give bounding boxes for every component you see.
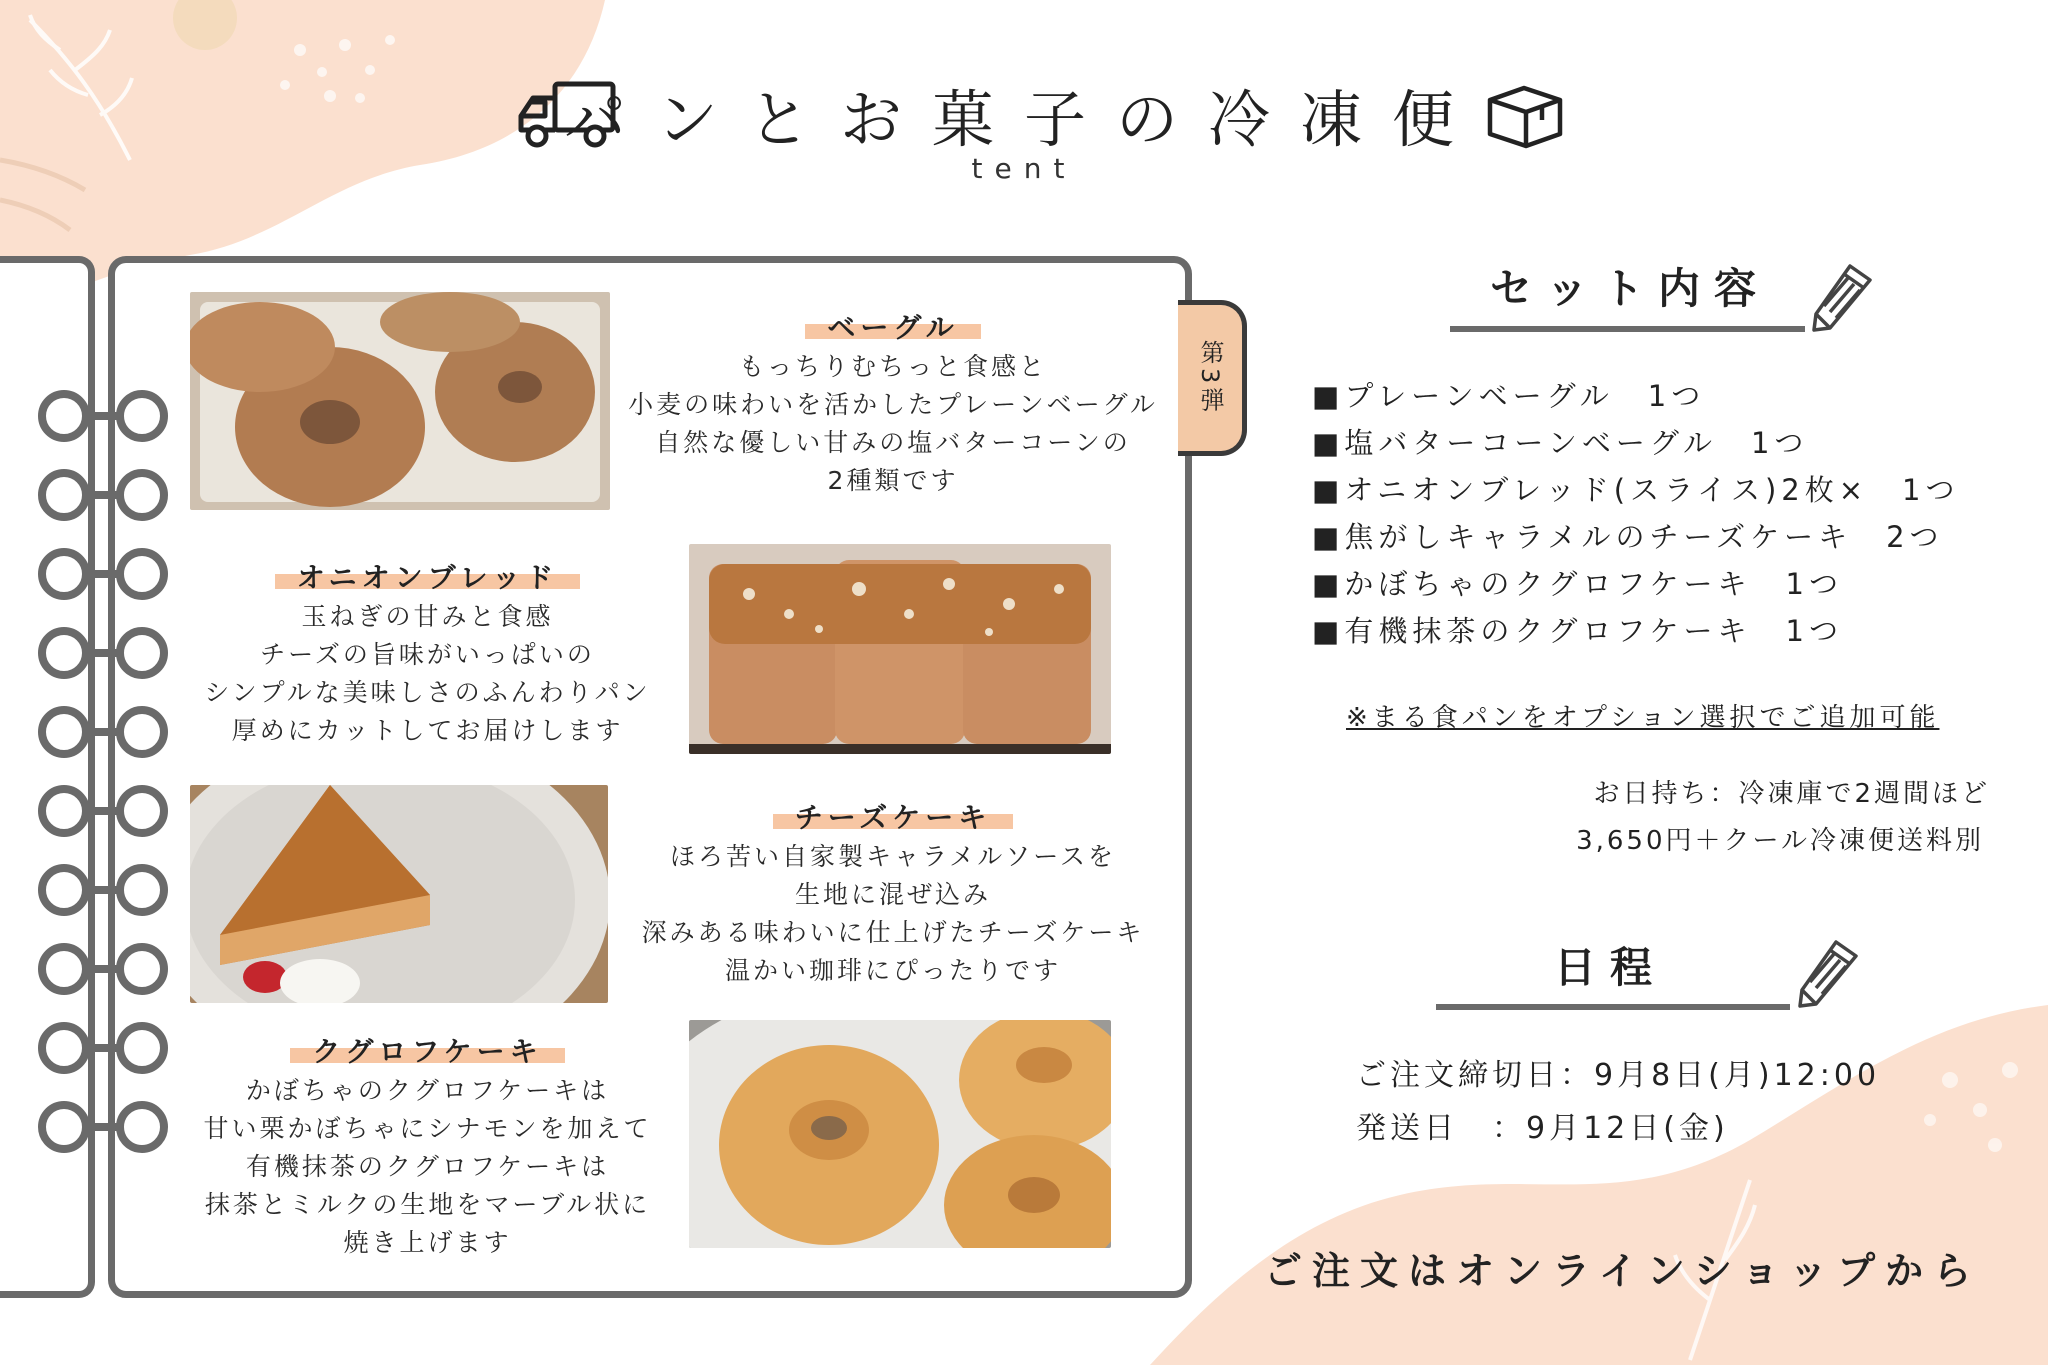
product-name-kugelhopf: クグロフケーキ: [190, 1030, 665, 1070]
order-deadline: ご注文締切日：9月8日(月)12:00: [1356, 1058, 1881, 1093]
option-note: ※まる食パンをオプション選択でご追加可能: [1346, 703, 1940, 733]
ring: [38, 864, 168, 916]
desc-line: もっちりむちっと食感と: [738, 352, 1047, 381]
ring: [38, 785, 168, 837]
product-desc-bagel: [628, 348, 1158, 500]
kugelhopf-photo: [689, 1020, 1111, 1248]
product-name-cheesecake: チーズケーキ: [628, 796, 1158, 836]
pencil-icon: [1808, 262, 1874, 334]
ring: [38, 548, 168, 600]
set-item: ■オニオンブレッド(スライス)2枚× 1つ: [1312, 473, 1960, 507]
desc-line: シンプルな美味しさのふんわりパン: [204, 678, 651, 707]
order-online-cta: ご注文はオンラインショップから: [1264, 1249, 1982, 1293]
set-contents-underline: [1450, 326, 1805, 332]
ring: [38, 1101, 168, 1153]
product-name-bagel: ベーグル: [628, 306, 1158, 346]
desc-line: 抹茶とミルクの生地をマーブル状に: [204, 1190, 651, 1219]
desc-line: 温かい珈琲にぴったりです: [724, 956, 1061, 985]
product-desc-kugelhopf: [190, 1072, 665, 1262]
notebook-rings: [38, 390, 168, 1150]
desc-line: 自然な優しい甘みの塩バターコーンの: [655, 428, 1131, 457]
onion-bread-photo: [689, 544, 1111, 754]
product-desc-cheesecake: [628, 838, 1158, 990]
schedule-title: 日程: [1553, 943, 1666, 992]
set-item: ■塩バターコーンベーグル 1つ: [1312, 426, 1809, 460]
desc-line: 玉ねぎの甘みと食感: [301, 602, 554, 631]
desc-line: 焼き上げます: [343, 1228, 512, 1257]
ring: [38, 469, 168, 521]
desc-line: 甘い栗かぼちゃにシナモンを加えて: [203, 1114, 652, 1143]
ring: [38, 943, 168, 995]
desc-line: 厚めにカットしてお届けします: [231, 716, 624, 745]
desc-line: チーズの旨味がいっぱいの: [260, 640, 595, 669]
ring: [38, 706, 168, 758]
product-name-onion-bread: オニオンブレッド: [190, 556, 665, 596]
desc-line: 深みある味わいに仕上げたチーズケーキ: [641, 918, 1145, 947]
ring: [38, 627, 168, 679]
edition-tab: 第3弾: [1178, 300, 1247, 456]
ring: [38, 1022, 168, 1074]
shelf-life: お日持ち：冷凍庫で2週間ほど: [1593, 779, 1990, 809]
schedule-underline: [1436, 1004, 1790, 1010]
bagel-photo: [190, 292, 610, 510]
set-item: ■プレーンベーグル 1つ: [1312, 379, 1706, 413]
ship-date: 発送日 ：9月12日(金): [1356, 1111, 1729, 1146]
desc-line: 有機抹茶のクグロフケーキは: [245, 1152, 610, 1181]
package-box-icon: [1484, 82, 1566, 150]
page-title: パンとお菓子の冷凍便: [563, 83, 1484, 156]
price: 3,650円＋クール冷凍便送料別: [1576, 826, 1984, 856]
desc-line: 生地に混ぜ込み: [794, 880, 991, 909]
set-item: ■焦がしキャラメルのチーズケーキ 2つ: [1312, 520, 1944, 554]
desc-line: 2種類です: [827, 466, 959, 495]
desc-line: かぼちゃのクグロフケーキは: [245, 1076, 610, 1105]
desc-line: 小麦の味わいを活かしたプレーンベーグル: [628, 390, 1158, 419]
pencil-icon: [1794, 938, 1860, 1010]
ring: [38, 390, 168, 442]
desc-line: ほろ苦い自家製キャラメルソースを: [669, 842, 1116, 871]
brand-subtitle: tent: [971, 152, 1077, 185]
set-contents-title: セット内容: [1489, 264, 1770, 313]
cheesecake-photo: [190, 785, 608, 1003]
set-item: ■かぼちゃのクグロフケーキ 1つ: [1312, 567, 1843, 601]
set-item: ■有機抹茶のクグロフケーキ 1つ: [1312, 614, 1843, 648]
product-desc-onion-bread: [190, 598, 665, 750]
